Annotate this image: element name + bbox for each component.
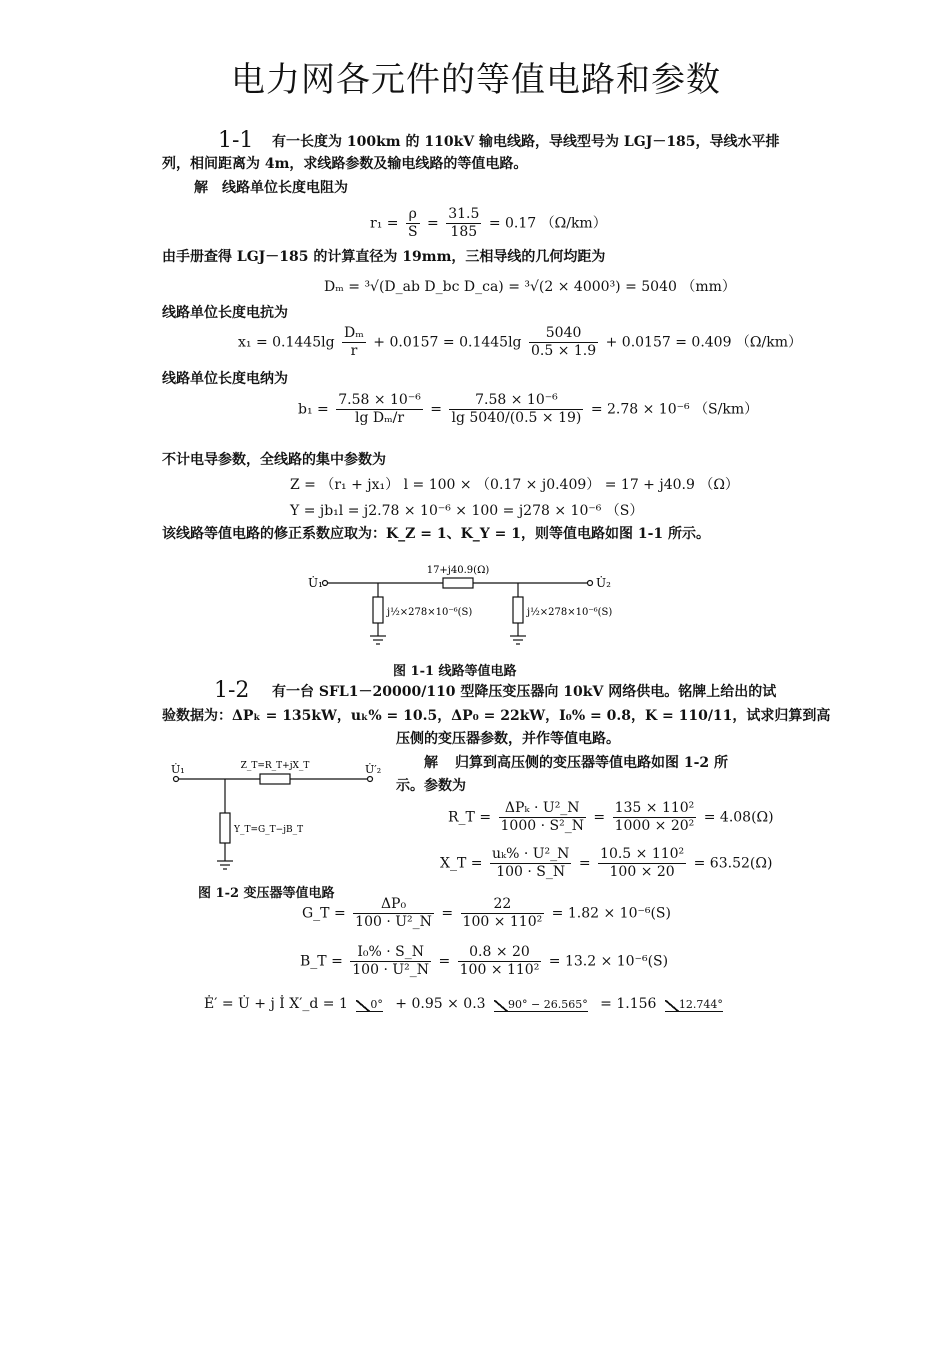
solution-label-1-2: 解 <box>424 755 438 771</box>
text-correction-coefficient: 该线路等值电路的修正系数应取为：K_Z = 1、K_Y = 1，则等值电路如图 1-1 所示。 <box>162 526 711 542</box>
text-geometric-mean-distance: 由手册查得 LGJ－185 的计算直径为 19mm，三相导线的几何均距为 <box>162 249 606 265</box>
fig1-shunt-left-label: j½×278×10⁻⁶(S) <box>387 607 473 618</box>
fig2-shunt-admittance <box>220 813 230 843</box>
problem-1-2-line3: 压侧的变压器参数，并作等值电路。 <box>396 731 620 747</box>
fig2-u2-label: U̇′₂ <box>365 763 382 776</box>
page-title: 电力网各元件的等值电路和参数 <box>231 60 721 100</box>
fig1-shunt-right-label: j½×278×10⁻⁶(S) <box>527 607 613 618</box>
fig2-u1-label: U̇₁ <box>171 763 185 776</box>
text-lumped-parameters: 不计电导参数，全线路的集中参数为 <box>162 452 386 468</box>
equation-b1: b₁ = $\frac{\text{7.58 × 10⁻⁶}}{\text{lg Dₘ/r}}$ = $\frac{\text{7.58 × 10⁻⁶}}{\lg 5040/(0.5 \times 19)}$ = 2.78 × 10⁻⁶ （S/km） <box>298 392 759 426</box>
problem-1-1-line1: 有一长度为 100km 的 110kV 输电线路，导线型号为 LGJ－185，导线水平排 <box>272 134 780 150</box>
fig1-series-impedance <box>443 578 473 588</box>
text-reactance: 线路单位长度电抗为 <box>162 305 288 321</box>
problem-1-2-line1: 有一台 SFL1－20000/110 型降压变压器向 10kV 网络供电。铭牌上给出的试 <box>272 684 777 700</box>
solution-label-1-1: 解 <box>194 180 208 196</box>
equation-y: Y = jb₁l = j2.78 × 10⁻⁶ × 100 = j278 × 10⁻⁶ （S） <box>290 503 644 519</box>
solution-1-2-line1: 归算到高压侧的变压器等值电路如图 1-2 所 <box>455 755 729 771</box>
fig1-shunt-right <box>513 597 523 623</box>
problem-1-1-line2: 列，相间距离为 4m，求线路参数及输电线路的等值电路。 <box>162 156 528 172</box>
fig1-u2-label: U̇₂ <box>596 576 611 590</box>
equation-emf: Ė′ = U̇ + j İ X′_d = 1 0° + 0.95 × 0.3 90° − 26.565° = 1.156 12.744° <box>204 996 723 1012</box>
figure-1-2-caption: 图 1-2 变压器等值电路 <box>198 886 335 901</box>
problem-number-1-1: 1-1 <box>218 128 254 153</box>
equation-bt: B_T = $\frac{\text{I₀\% · S\_N}}{\text{100 · U²\_N}}$ = $\frac{0.8 \times 20}{\text{100 × 110²}}$ = 13.2 × 10⁻⁶(S) <box>300 944 669 978</box>
fig1-shunt-left <box>373 597 383 623</box>
figure-1-2-transformer-equivalent-circuit <box>165 755 390 880</box>
angle-2: 90° − 26.565° <box>494 998 588 1012</box>
angle-3: 12.744° <box>665 998 723 1012</box>
figure-1-1-line-equivalent-circuit <box>300 560 640 660</box>
angle-1: 0° <box>356 998 383 1012</box>
equation-r1: r₁ = $\frac{\rho}{S}$ = $\frac{31.5}{185}$ = 0.17 （Ω/km） <box>370 206 607 240</box>
fig1-u1-label: U̇₁ <box>308 576 323 590</box>
solution-text-resistance: 线路单位长度电阻为 <box>222 180 348 196</box>
equation-xt: X_T = $\frac{\text{uₖ\% · U²\_N}}{100 \cdot S\_N}$ = $\frac{\text{10.5 × 110²}}{100 \times 20}$ = 63.52(Ω) <box>440 846 773 880</box>
equation-z: Z = （r₁ + jx₁） l = 100 × （0.17 × j0.409） = 17 + j40.9 （Ω） <box>290 477 739 493</box>
equation-x1: x₁ = 0.1445lg $\frac{\text{Dₘ}}{r}$ + 0.0157 = 0.1445lg $\frac{5040}{0.5 \times 1.9}$ + 0.0157 = 0.409 （Ω/km） <box>238 325 803 359</box>
figure-1-1-caption: 图 1-1 线路等值电路 <box>393 664 517 679</box>
text-susceptance: 线路单位长度电纳为 <box>162 371 288 387</box>
equation-dm: Dₘ = ³√(D_ab D_bc D_ca) = ³√(2 × 4000³) = 5040 （mm） <box>324 279 736 295</box>
solution-1-2-line2: 示。参数为 <box>396 778 466 794</box>
fig2-series-label: Z_T=R_T+jX_T <box>240 761 310 771</box>
fig2-series-impedance <box>260 774 290 784</box>
fig1-series-label: 17+j40.9(Ω) <box>426 565 490 576</box>
equation-gt: G_T = $\frac{\text{ΔP₀}}{\text{100 · U²\_N}}$ = $\frac{22}{\text{100 × 110²}}$ = 1.82 × 10⁻⁶(S) <box>302 896 671 930</box>
fig2-shunt-label: Y_T=G_T−jB_T <box>234 825 304 835</box>
equation-rt: R_T = $\frac{\text{ΔPₖ · U²\_N}}{\text{1000 · S²\_N}}$ = $\frac{\text{135 × 110²}}{\text{1000 × 20²}}$ = 4.08(Ω) <box>448 800 774 834</box>
problem-1-2-line2: 验数据为：ΔPₖ = 135kW，uₖ% = 10.5，ΔP₀ = 22kW，I₀% = 0.8，K = 110/11，试求归算到高 <box>162 708 831 724</box>
problem-number-1-2: 1-2 <box>214 678 250 703</box>
